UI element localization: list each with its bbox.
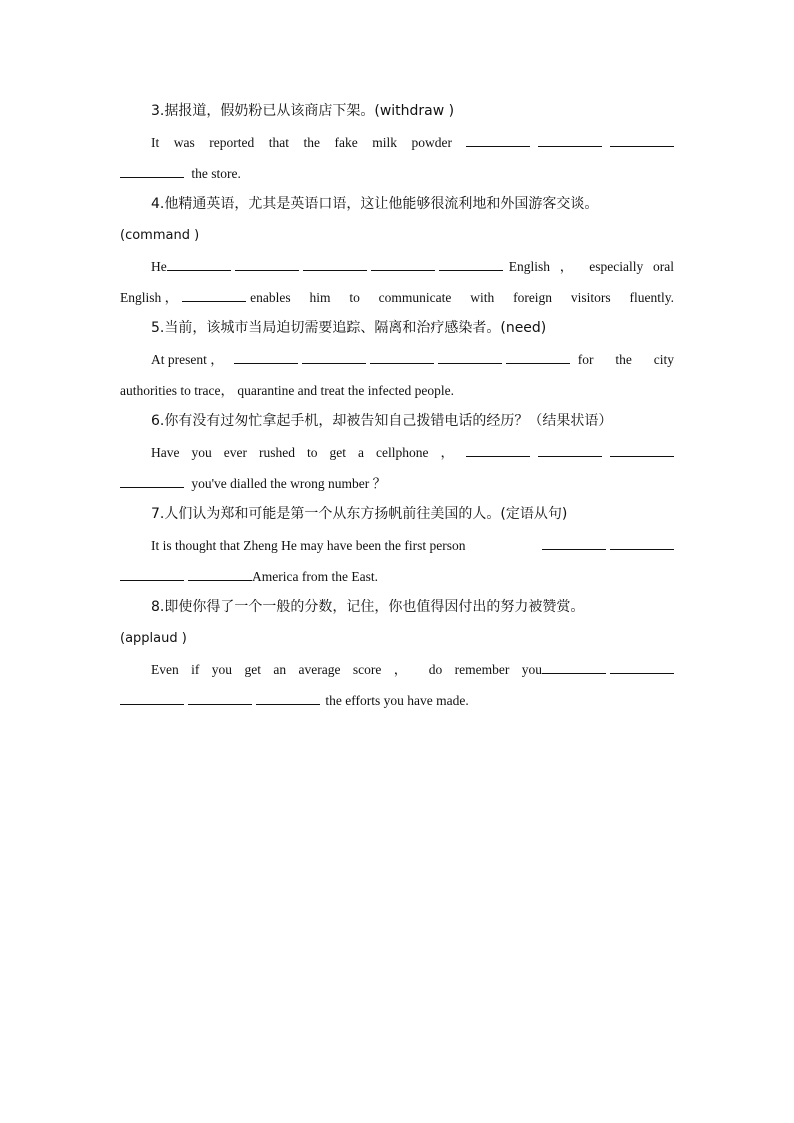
answer-blank[interactable] [439,256,503,271]
item-3-sentence-end: the store. [191,166,241,181]
answer-blank[interactable] [302,349,366,364]
answer-blank[interactable] [438,349,502,364]
item-5-english-line1 [120,344,674,375]
answer-blank[interactable] [466,442,530,457]
answer-blank[interactable] [120,690,184,705]
item-8-sentence-end: the efforts you have made. [325,693,469,708]
item-8-sentence-start: Even if you get an average score ， do remember you [151,662,542,677]
item-4-chinese: 4.他精通英语，尤其是英语口语，这让他能够很流利地和外国游客交谈。 [151,196,599,212]
item-6-english-line1 [120,437,674,468]
answer-blank[interactable] [466,132,530,147]
item-7-sentence-start: It is thought that Zheng He may have been the first person [151,538,466,553]
item-4-hint: (command ) [120,228,200,243]
item-4-sentence-mid: English ， especially oral [508,259,674,274]
answer-blank[interactable] [610,132,674,147]
answer-blank[interactable] [538,442,602,457]
item-7-chinese: 7.人们认为郑和可能是第一个从东方扬帆前往美国的人。(定语从句) [151,506,568,522]
item-5-chinese: 5.当前，该城市当局迫切需要追踪、隔离和治疗感染者。(need) [151,320,547,336]
answer-blank[interactable] [234,349,298,364]
answer-blank[interactable] [370,349,434,364]
answer-blank[interactable] [303,256,367,271]
item-5-sentence-start: At present ， [151,352,224,367]
item-8-english-line2 [120,685,674,716]
item-3-chinese: 3.据报道，假奶粉已从该商店下架。(withdraw ) [151,103,455,119]
item-6-sentence-end: you've dialled the wrong number ？ [191,476,387,491]
answer-blank[interactable] [256,690,320,705]
answer-blank[interactable] [120,566,184,581]
answer-blank[interactable] [120,163,184,178]
answer-blank[interactable] [610,442,674,457]
answer-blank[interactable] [538,132,602,147]
answer-blank[interactable] [188,566,252,581]
item-6-sentence-start: Have you ever rushed to get a cellphone ， [151,445,454,460]
answer-blank[interactable] [182,287,246,302]
item-7-english-line2 [120,561,674,592]
item-7-sentence-end: America from the East. [252,569,378,584]
item-5-sentence-mid: for the city [577,352,674,367]
answer-blank[interactable] [371,256,435,271]
item-4-sentence-start: He [151,259,167,274]
answer-blank[interactable] [542,535,606,550]
item-8-hint: (applaud ) [120,631,187,646]
item-4-english-line2 [120,282,674,313]
item-4-sentence-cont: English ， [120,290,179,305]
item-4-sentence-end: enables him to communicate with foreign visitors fluently. [250,290,674,305]
answer-blank[interactable] [610,535,674,550]
item-3-english-line2 [120,158,674,189]
item-6-english-line2 [120,468,674,499]
answer-blank[interactable] [506,349,570,364]
answer-blank[interactable] [235,256,299,271]
item-4-english-line1 [120,251,674,282]
answer-blank[interactable] [188,690,252,705]
item-3-english-line1 [120,127,674,158]
answer-blank[interactable] [542,659,606,674]
item-7-english-line1 [120,530,674,561]
answer-blank[interactable] [120,473,184,488]
item-6-chinese: 6.你有没有过匆忙拿起手机，却被告知自己拨错电话的经历？（结果状语） [151,413,613,429]
item-3-sentence-start: It was reported that the fake milk powder [151,135,452,150]
answer-blank[interactable] [610,659,674,674]
item-8-english-line1 [120,654,674,685]
answer-blank[interactable] [167,256,231,271]
exercise-page [120,96,674,716]
item-5-english-line2: authorities to trace， quarantine and treat the infected people. [120,383,454,398]
item-8-chinese: 8.即使你得了一个一般的分数，记住，你也值得因付出的努力被赞赏。 [151,599,585,615]
